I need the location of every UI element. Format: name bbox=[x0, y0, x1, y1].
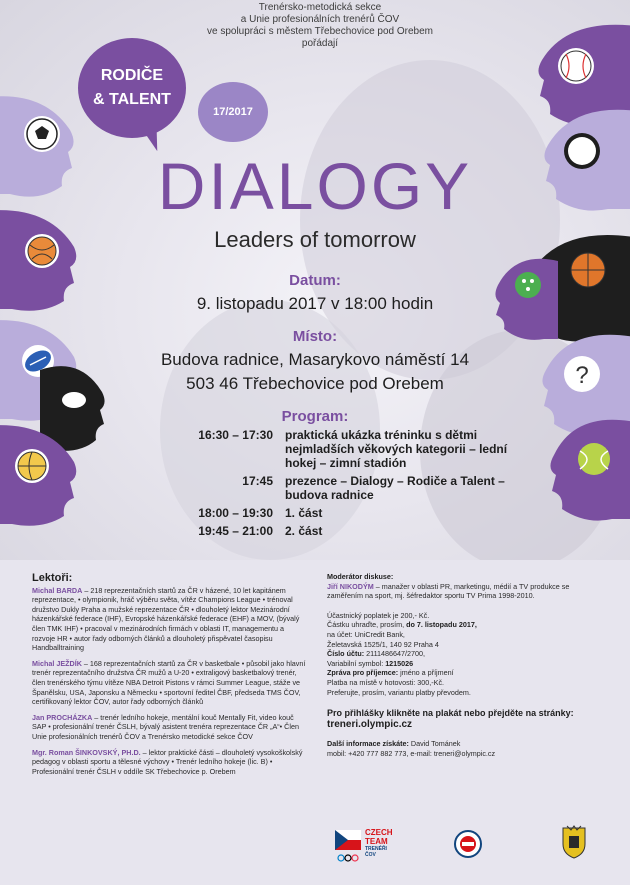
czech-team-line3: TRENÉŘI bbox=[365, 846, 387, 852]
fee-line bbox=[327, 668, 607, 678]
fee-deadline: do 7. listopadu 2017, bbox=[406, 620, 477, 630]
message-value: jméno a příjmení bbox=[398, 668, 454, 678]
head-silhouette-volleyball bbox=[0, 420, 90, 530]
lektor-bio: – 168 reprezentačních startů za ČR v basketbale • působil jako hlavní trenér reprezentačního družstva ČR mužů a U-20 • extraligový basketbalový trenér, člen trenérského týmu vítěze NBA Detroit Pistons v rámci Summer League, stáže ve Španělsku, USA, Japonsku a Německu • sportovní ředitel ČBF, předseda TMS ČOV, certifikovaný lektor ČOV, autor řady odborných článků bbox=[32, 658, 306, 707]
football-icon bbox=[27, 119, 57, 149]
poster-bottom bbox=[0, 560, 630, 885]
program-row bbox=[165, 474, 525, 502]
misto-line1: Budova radnice, Masarykovo náměstí 14 bbox=[160, 350, 470, 369]
program-table bbox=[165, 428, 525, 542]
tennis-ball-icon bbox=[578, 443, 610, 475]
lektor-name: Jan PROCHÁZKA bbox=[32, 712, 93, 722]
program-time: 16:30 – 17:30 bbox=[198, 428, 273, 442]
organizer-line: pořádají bbox=[301, 38, 339, 49]
registration-block bbox=[327, 707, 607, 731]
message-label: Zpráva pro příjemce: bbox=[327, 668, 399, 678]
program-text: praktická ukázka tréninku s dětmi nejmladších věkových kategorii – lední hokej – zimní stadión bbox=[285, 428, 508, 470]
contact-line bbox=[327, 739, 607, 749]
fee-line: na účet: UniCredit Bank, bbox=[327, 629, 405, 639]
baseball-icon bbox=[561, 51, 591, 81]
contact-line: mobil: +420 777 882 773, e-mail: treneri@olympic.cz bbox=[327, 748, 496, 758]
bubble-line1: RODIČE bbox=[100, 67, 164, 84]
fee-line: Účastnický poplatek je 200,- Kč. bbox=[327, 610, 430, 620]
account-label: Číslo účtu: bbox=[327, 649, 365, 659]
lektor-bio: – trenér ledního hokeje, mentální kouč Mentally Fit, video kouč SAP • profesionální trenér ČSLH, bývalý asistent trenéra reprezentace ČR „A“• Člen Unie profesionálních trenérů ČOV a Trenérsko metodické sekce ČOV bbox=[32, 712, 299, 741]
organizer-line: Trenérsko-metodická sekce bbox=[258, 2, 382, 13]
fee-line bbox=[327, 649, 607, 659]
rodice-talent-bubble bbox=[78, 38, 186, 138]
volleyball-icon bbox=[18, 452, 46, 480]
fee-line-part: Částku uhraďte, prosím, bbox=[327, 620, 407, 630]
program-row bbox=[165, 506, 525, 520]
datum-value: 9. listopadu 2017 v 18:00 hodin bbox=[196, 294, 434, 313]
program-label: Program: bbox=[281, 408, 349, 425]
lektor-bio: – 218 reprezentačních startů za ČR v házené, 10 let kapitánem reprezentace, • olympionik, hráč výběru světa, vítěz Champions League • trénoval družstvo Dukly Praha a mužské reprezentace ČR • dlouholetý lektor Mezinárodní házenkářské federace (IHF), Evropské házenkářské federace (EHF) a MOV, (bývalý člen TMK IHF) • pracoval v mezinárodních firmách v oblasti IT, managementu a rozvoje HR • autor řady odborných článků a dlouholetý přispěvatel časopisu Handballtraining bbox=[32, 585, 300, 653]
misto-label: Místo: bbox=[292, 328, 338, 345]
account-value: 2111486647/2700, bbox=[364, 649, 426, 659]
head-silhouette-tennis bbox=[540, 415, 630, 525]
moderator-name: Jiří NIKODÝM bbox=[327, 581, 374, 591]
info-column bbox=[327, 572, 607, 768]
lektori-heading: Lektoři: bbox=[32, 572, 73, 584]
datum-label: Datum: bbox=[289, 272, 341, 289]
organizer-line: ve spolupráci s městem Třebechovice pod Orebem bbox=[206, 26, 434, 37]
question-mark-icon: ? bbox=[575, 362, 589, 389]
poster-title: DIALOGY bbox=[157, 149, 473, 223]
hockey-federation-logo bbox=[453, 828, 483, 865]
program-time: 19:45 – 21:00 bbox=[198, 524, 273, 538]
program-time: 17:45 bbox=[242, 474, 273, 488]
logos-row bbox=[327, 822, 607, 868]
czech-team-text bbox=[365, 828, 393, 858]
program-text: 2. část bbox=[285, 524, 323, 538]
czech-team-line4: ČOV bbox=[365, 852, 376, 858]
program-time: 18:00 – 19:30 bbox=[198, 506, 273, 520]
town-coat-of-arms bbox=[561, 824, 587, 865]
edition-bubble bbox=[198, 82, 268, 142]
fee-line: Preferujte, prosím, variantu platby převodem. bbox=[327, 687, 471, 697]
lektor-entry bbox=[32, 586, 307, 653]
program-text: 1. část bbox=[285, 506, 323, 520]
lektor-entry bbox=[32, 748, 307, 777]
contact-name: David Tománek bbox=[408, 739, 461, 749]
moderator-heading: Moderátor diskuse: bbox=[327, 572, 394, 581]
organizer-line: a Unie profesionálních trenérů ČOV bbox=[240, 14, 400, 25]
fee-line: Platba na místě v hotovosti: 300,-Kč. bbox=[327, 677, 445, 687]
lektor-entry bbox=[32, 713, 307, 742]
registration-link[interactable]: treneri.olympic.cz bbox=[327, 719, 413, 731]
misto-line2: 503 46 Třebechovice pod Orebem bbox=[186, 374, 444, 393]
program-row bbox=[165, 428, 525, 470]
fee-line bbox=[327, 659, 607, 669]
registration-text: Pro přihlášky klikněte na plakát nebo přejděte na stránky: bbox=[327, 708, 574, 719]
vs-value: 1215026 bbox=[385, 658, 414, 668]
czech-team-logo bbox=[335, 826, 425, 871]
lektor-name: Mgr. Roman ŠINKOVSKÝ, PH.D. bbox=[32, 747, 141, 757]
lektor-bio: – lektor praktické části – dlouholetý vysokoškolský pedagog v oblasti sportu a tělesné výchovy • Trenér ledního hokeje (lic. B) • Profesionální trenér ČSLH v oddíle SK Třebechovice p. Orebem bbox=[32, 747, 303, 776]
lektor-entry bbox=[32, 659, 307, 707]
fee-block bbox=[327, 611, 607, 697]
fee-line bbox=[327, 620, 607, 630]
contact-label: Další informace získáte: bbox=[327, 739, 409, 749]
czech-team-line2: TEAM bbox=[365, 837, 388, 846]
vs-label: Variabilní symbol: bbox=[327, 658, 386, 668]
program-text: prezence – Dialogy – Rodiče a Talent – budova radnice bbox=[285, 474, 505, 502]
lektori-column bbox=[32, 574, 307, 782]
fee-line: Želetavská 1525/1, 140 92 Praha 4 bbox=[327, 639, 439, 649]
program-row bbox=[165, 524, 525, 538]
bubble-line2: & TALENT bbox=[93, 91, 171, 108]
olympic-rings-icon bbox=[338, 855, 358, 861]
edition-number: 17/2017 bbox=[213, 106, 253, 118]
czech-team-line1: CZECH bbox=[365, 828, 393, 837]
moderator-bio: – manažer v oblasti PR, marketingu, médií a TV produkce se zaměřením na sport, mj. šéfredaktor sportu TV Prima 1998-2010. bbox=[327, 581, 570, 601]
contact-block bbox=[327, 739, 607, 758]
organizers-text bbox=[180, 2, 460, 50]
lektor-name: Michal BARDA bbox=[32, 585, 83, 595]
lektor-name: Michal JEŽDÍK bbox=[32, 658, 82, 668]
moderator-block bbox=[327, 572, 607, 601]
poster-subtitle: Leaders of tomorrow bbox=[214, 227, 416, 252]
